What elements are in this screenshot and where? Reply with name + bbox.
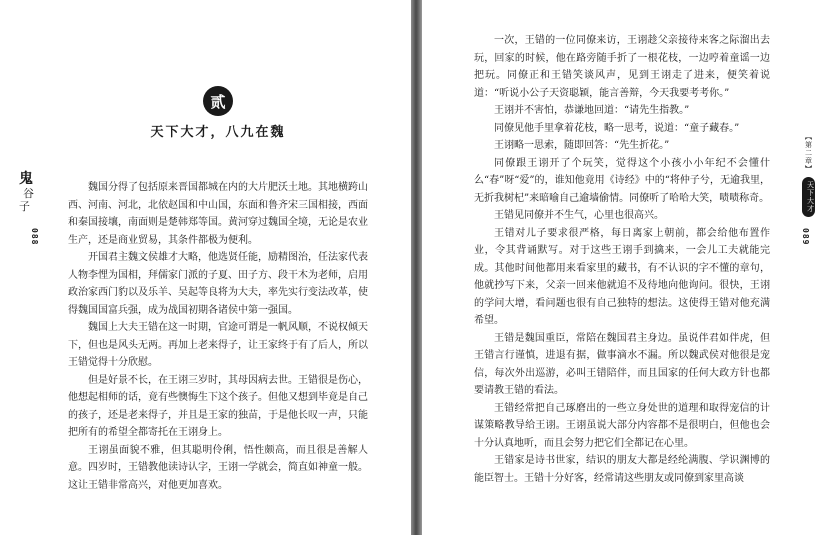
svg-text:鬼: 鬼 xyxy=(19,171,33,187)
right-page xyxy=(422,0,834,535)
right-body-text xyxy=(474,32,770,487)
page-number-left: 088 xyxy=(30,228,39,246)
paragraph: 王错见同僚并不生气，心里也很高兴。 xyxy=(494,210,664,221)
paragraph: 魏国分得了包括原来晋国都城在内的大片肥沃土地。其地横跨山西、河南、河北，北依赵国和中山国，东面和鲁齐宋三国相接，西面和秦国接壤，南面则是楚韩郑等国。黄河穿过魏国全境，无论是农业生产，还是商业贸易，其条件都极为便利。 xyxy=(68,182,368,246)
paragraph: 王错是魏国重臣，常陪在魏国君主身边。虽说伴君如伴虎，但王错言行谨慎，进退有据，做事滴水不漏。所以魏武侯对他很是宠信，每次外出巡游，必叫王错陪伴，而且国家的任何大政方针也都要请教王错的看法。 xyxy=(474,332,770,396)
paragraph: 王诩略一思索，随即回答：“先生折花。” xyxy=(494,140,670,151)
paragraph: 魏国上大夫王错在这一时期，官途可谓是一帆风顺，不说权倾天下，但也是风头无两。再加上老来得子，让王家终于有了后人，所以王错觉得十分欣慰。 xyxy=(68,322,368,368)
chapter-number-badge: 贰 xyxy=(203,86,233,116)
left-page xyxy=(0,0,411,535)
svg-text:子: 子 xyxy=(19,200,30,212)
paragraph: 王错家是诗书世家，结识的朋友大都是经纶满腹、学识渊博的能臣智士。王错十分好客，经常请这些朋友或同僚到家里高谈 xyxy=(474,455,770,484)
chapter-side-label xyxy=(799,133,817,217)
paragraph: 但是好景不长，在王诩三岁时，其母因病去世。王错很是伤心，他想起相师的话，竟有些懊悔生下这个孩子。但他又想到毕竟是自己的孩子，还是老来得子，并且是王家的独苗，于是他长叹一声，只能把所有的希望全都寄托在王诩身上。 xyxy=(68,374,368,438)
calligraphy-logo-icon xyxy=(16,168,44,212)
paragraph: 同僚见他手里拿着花枝，略一思考，说道：“童子藏春。” xyxy=(494,122,740,134)
svg-text:谷: 谷 xyxy=(23,187,34,200)
paragraph: 一次，王错的一位同僚来访，王诩趁父亲接待来客之际溜出去玩，回家的时候，他在路旁随手折了一根花枝，一边哼着童谣一边把玩。同僚正和王错笑谈风声，见到王诩走了进来，便笑着说道：“听说小公子天资聪颖，能言善辩，今天我要考考你。” xyxy=(474,35,770,99)
paragraph: 王诩虽面貌不雅，但其聪明伶俐，悟性颇高，而且很是善解人意。四岁时，王错教他读诗认字，王诩一学就会，简直如神童一般。这让王错非常高兴，对他更加喜欢。 xyxy=(68,444,368,491)
paragraph: 王错对儿子要求很严格，每日离家上朝前，都会给他布置作业，令其背诵默写。对于这些王诩手到擒来，一会儿工夫就能完成。其他时间他都用来看家里的藏书，有不认识的字不懂的章句，他就抄写下来，父亲一回来他就追不及待地向他询问。很快，王诩的学问大增，看问题也很有自己独特的想法。这使得王错对他充满希望。 xyxy=(474,227,770,326)
page-number-right: 089 xyxy=(801,228,810,246)
book-logo xyxy=(16,168,44,212)
paragraph: 王错经常把自己琢磨出的一些立身处世的道理和取得宠信的计谋策略教导给王诩。王诩虽说大部分内容都不是很明白，但他也会十分认真地听，而且会努力把它们全都记在心里。 xyxy=(474,402,770,449)
paragraph: 王诩并不害怕，恭谦地回道：“请先生指教。” xyxy=(494,105,690,116)
paragraph: 同僚跟王诩开了个玩笑，觉得这个小孩小小年纪不会懂什么“春”呀“爱”的，谁知他竟用《诗经》中的“将仲子兮，无逾我里，无折我树杞”来暗喻自己逾墙偷情。同僚听了哈哈大笑，啧啧称奇。 xyxy=(474,157,770,204)
paragraph: 开国君主魏文侯雄才大略，他选贤任能，励精图治，任法家代表人物李悝为国相，拜儒家门派的子夏、田子方、段干木为老师，启用政治家西门豹以及乐羊、吴起等良将为大夫，率先实行变法改革，使得魏国国富兵强，成为战国初期各诸侯中第一强国。 xyxy=(68,252,368,316)
chapter-side-number: 【第二章】 xyxy=(804,133,813,173)
chapter-title: 天下大才，八九在魏 xyxy=(150,125,286,140)
book-spine xyxy=(411,0,422,535)
left-body-text xyxy=(68,179,368,494)
chapter-side-title: 天下大才 xyxy=(802,177,815,217)
